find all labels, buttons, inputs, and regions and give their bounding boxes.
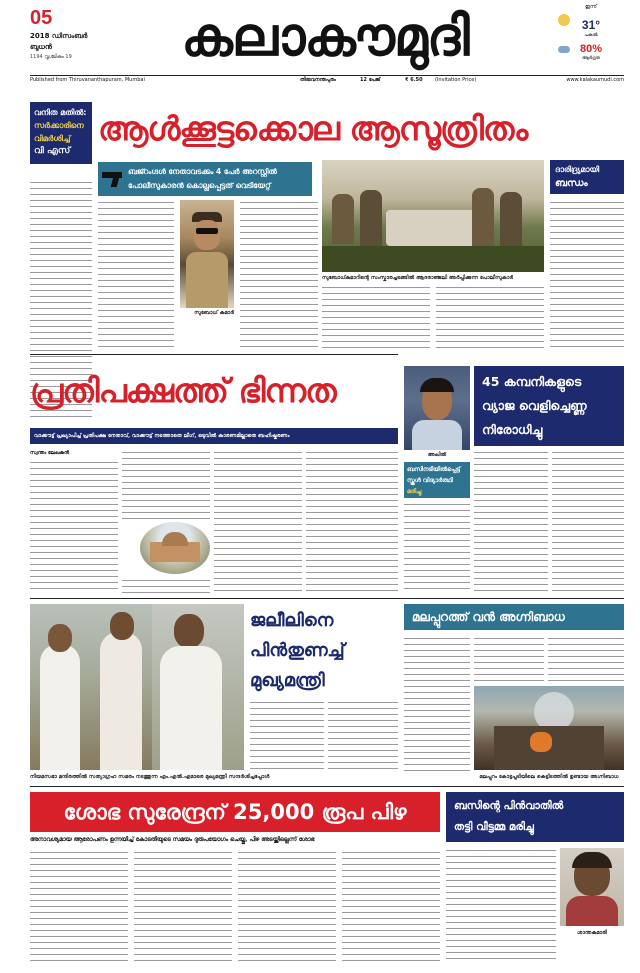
jaleel-line-1: ജലീലിനെ [250,610,334,631]
cloud-icon [558,46,570,53]
opposition-headline: പ്രതിപക്ഷത്ത് ഭിന്നത [30,371,336,410]
sobha-column-4 [342,850,440,962]
weather-today-label: ഇന്ന് [585,4,597,10]
lead-column-4 [322,285,430,349]
masthead [0,0,640,82]
santhakumari-photo [560,848,624,926]
weather-temp: 31° [581,18,601,32]
lead-sub-headline: ബജ്റംഗ്ദൾ നേതാവടക്കം 4 പേർ അറസ്റ്റിൽ പോലീസുകാരൻ കൊല്ലപ്പെട്ടത് വെടിയേറ്റ് [128,167,277,190]
lead-sub-banner [98,162,312,196]
price: ₹ 6.50 [405,77,423,83]
divider-1 [30,354,398,355]
jaleel-line-2: പിൻതുണച്ച് [250,640,345,661]
portrait-subodh-kumar [180,200,234,308]
sobha-column-1 [30,850,128,962]
weather-humidity-label: ആർദ്രത [582,56,600,61]
divider-3 [30,786,624,787]
sobha-headline: ശോഭ സുരേന്ദ്രന് 25,000 രൂപ പിഴ [30,792,440,832]
kicker-line-1: വനിത മതിൽ: [34,108,87,117]
kicker-line-2: സർക്കാരിനെ [34,121,84,130]
era-date: 1194 വൃശ്ചികം 19 [30,54,72,60]
newspaper-title: കലാകൗമുദി [181,5,469,68]
student-name: അഖിൽ [427,452,447,458]
vs-kicker-box [30,102,92,164]
companies-headline-box [474,366,624,446]
weather-humidity: 80% [579,43,603,55]
portrait-caption: സുബോധ് കുമാർ [194,310,234,316]
side-story-line-1: ദാരിദ്ര്യമായി [555,165,600,174]
companies-line-2: വ്യാജ വെളിച്ചെണ്ണ [482,398,587,413]
companies-line-3: നിരോധിച്ചു [482,422,543,437]
sobha-sub: അനാവശ്യമായ ആരോപണം ഉന്നയിച്ച് കോടതിയുടെ സമയം ദുരുപയോഗം ചെയ്തു, പിഴ അടയ്ക്കില്ലെന്ന് ശോഭ [30,837,315,843]
side-story-headline-box [550,160,624,194]
bus-story-line-1: ബസിന്റെ പിൻവാതിൽ [454,800,564,812]
malappuram-column-1 [404,636,470,774]
student-photo [404,366,470,450]
sobha-column-2 [134,850,232,962]
companies-column-1 [474,450,548,594]
kicker-line-3: വിമർശിച്ച് [34,134,71,143]
companies-column-2 [552,450,624,594]
divider-2 [30,598,624,599]
price-note: (Invitation Price) [435,77,477,83]
opposition-byline: സ്വന്തം ലേഖകൻ [30,450,70,456]
edition-city: തിരുവനന്തപുരം [300,77,336,83]
opposition-column-3 [122,578,210,594]
student-line-2: സ്കൂൾ വിദ്യാർത്ഥി [407,477,453,484]
opposition-column-4 [214,450,302,594]
jaleel-photo-caption: നിയമസഭാ മന്ദിരത്തിൽ സത്യാഗ്രഹ സമരം നടത്തുന്ന എം.എൽ.എമാരെ മുഖ്യമന്ത്രി സന്ദർശിച്ചപ്പോൾ [30,774,270,780]
student-line-1: ബസിനടിയിൽപ്പെട്ട് [407,466,461,473]
assembly-building-photo [140,522,210,574]
sobha-column-3 [238,850,336,962]
lead-column-3 [240,200,318,350]
leader-photo-right [152,604,244,770]
jaleel-column-2 [328,700,398,774]
jaleel-column-1 [250,700,324,774]
opposition-column-1 [30,460,118,594]
lead-column-5 [436,285,544,349]
malappuram-column-2 [474,636,544,682]
student-headline-box [404,462,470,498]
student-line-3: മരിച്ചു [407,488,422,495]
police-funeral-photo [322,160,544,272]
date-month: 2018 ഡിസംബർ [30,32,88,40]
lead-headline: ആൾക്കൂട്ടക്കൊല ആസൂത്രിതം [98,109,528,148]
pistol-icon [102,170,124,188]
sun-icon [558,14,570,26]
weather-box [556,4,626,72]
companies-line-1: 45 കമ്പനികളുടെ [482,374,582,389]
jaleel-line-3: മുഖ്യമന്ത്രി [250,670,325,691]
jaleel-headline [250,606,400,696]
date-day: 05 [30,7,53,29]
student-column [404,502,470,594]
malappuram-headline: മലപ്പുറത്ത് വൻ അഗ്നിബാധ [404,604,624,630]
opposition-column-5 [306,450,398,594]
date-weekday: ബുധൻ [30,43,52,51]
opposition-sub: വാക്കൗട്ട് പ്രഖ്യാപിച്ച് പ്രതിപക്ഷ നേതാവ്, വാക്കൗട്ട് നടത്താതെ ലീഗ്, ഒടുവിൽ കാരണമില്ലാതെ ബഹിഷ്കരണം [30,428,398,444]
bus-story-column [446,848,556,962]
weather-temp-label: പകൽ [584,33,598,38]
masthead-info-bar [30,75,624,85]
side-story-line-2: ബന്ധം [555,178,588,189]
side-story-column [550,200,624,350]
opposition-column-2 [122,450,210,520]
bus-story-headline-box [446,792,624,842]
published-from: Published from Thiruvananthapuram, Mumbai [30,77,145,83]
lead-column-2 [98,200,174,350]
website-link[interactable]: www.kalakaumudi.com [566,77,624,83]
malappuram-column-3 [548,636,624,682]
date-block [30,8,100,60]
police-photo-caption: സുബോധ്കുമാറിന്റെ സംസ്കാരച്ചടങ്ങിൽ ആദരാഞ്ജലി അർപ്പിക്കുന്ന പോലീസുകാർ [322,275,514,281]
fire-photo [474,686,624,770]
fire-photo-caption: മലപ്പുറം കോട്ടപ്പടിയിലെ കെട്ടിടത്തിൽ ഉണ്ടായ അഗ്നിബാധ [479,774,619,780]
santhakumari-caption: ശാന്തകുമാരി [577,930,607,936]
kicker-line-4: വി എസ് [34,146,71,156]
bus-story-line-2: തട്ടി വീട്ടമ്മ മരിച്ചു [454,821,534,833]
page-count: 12 പേജ് [360,77,381,83]
